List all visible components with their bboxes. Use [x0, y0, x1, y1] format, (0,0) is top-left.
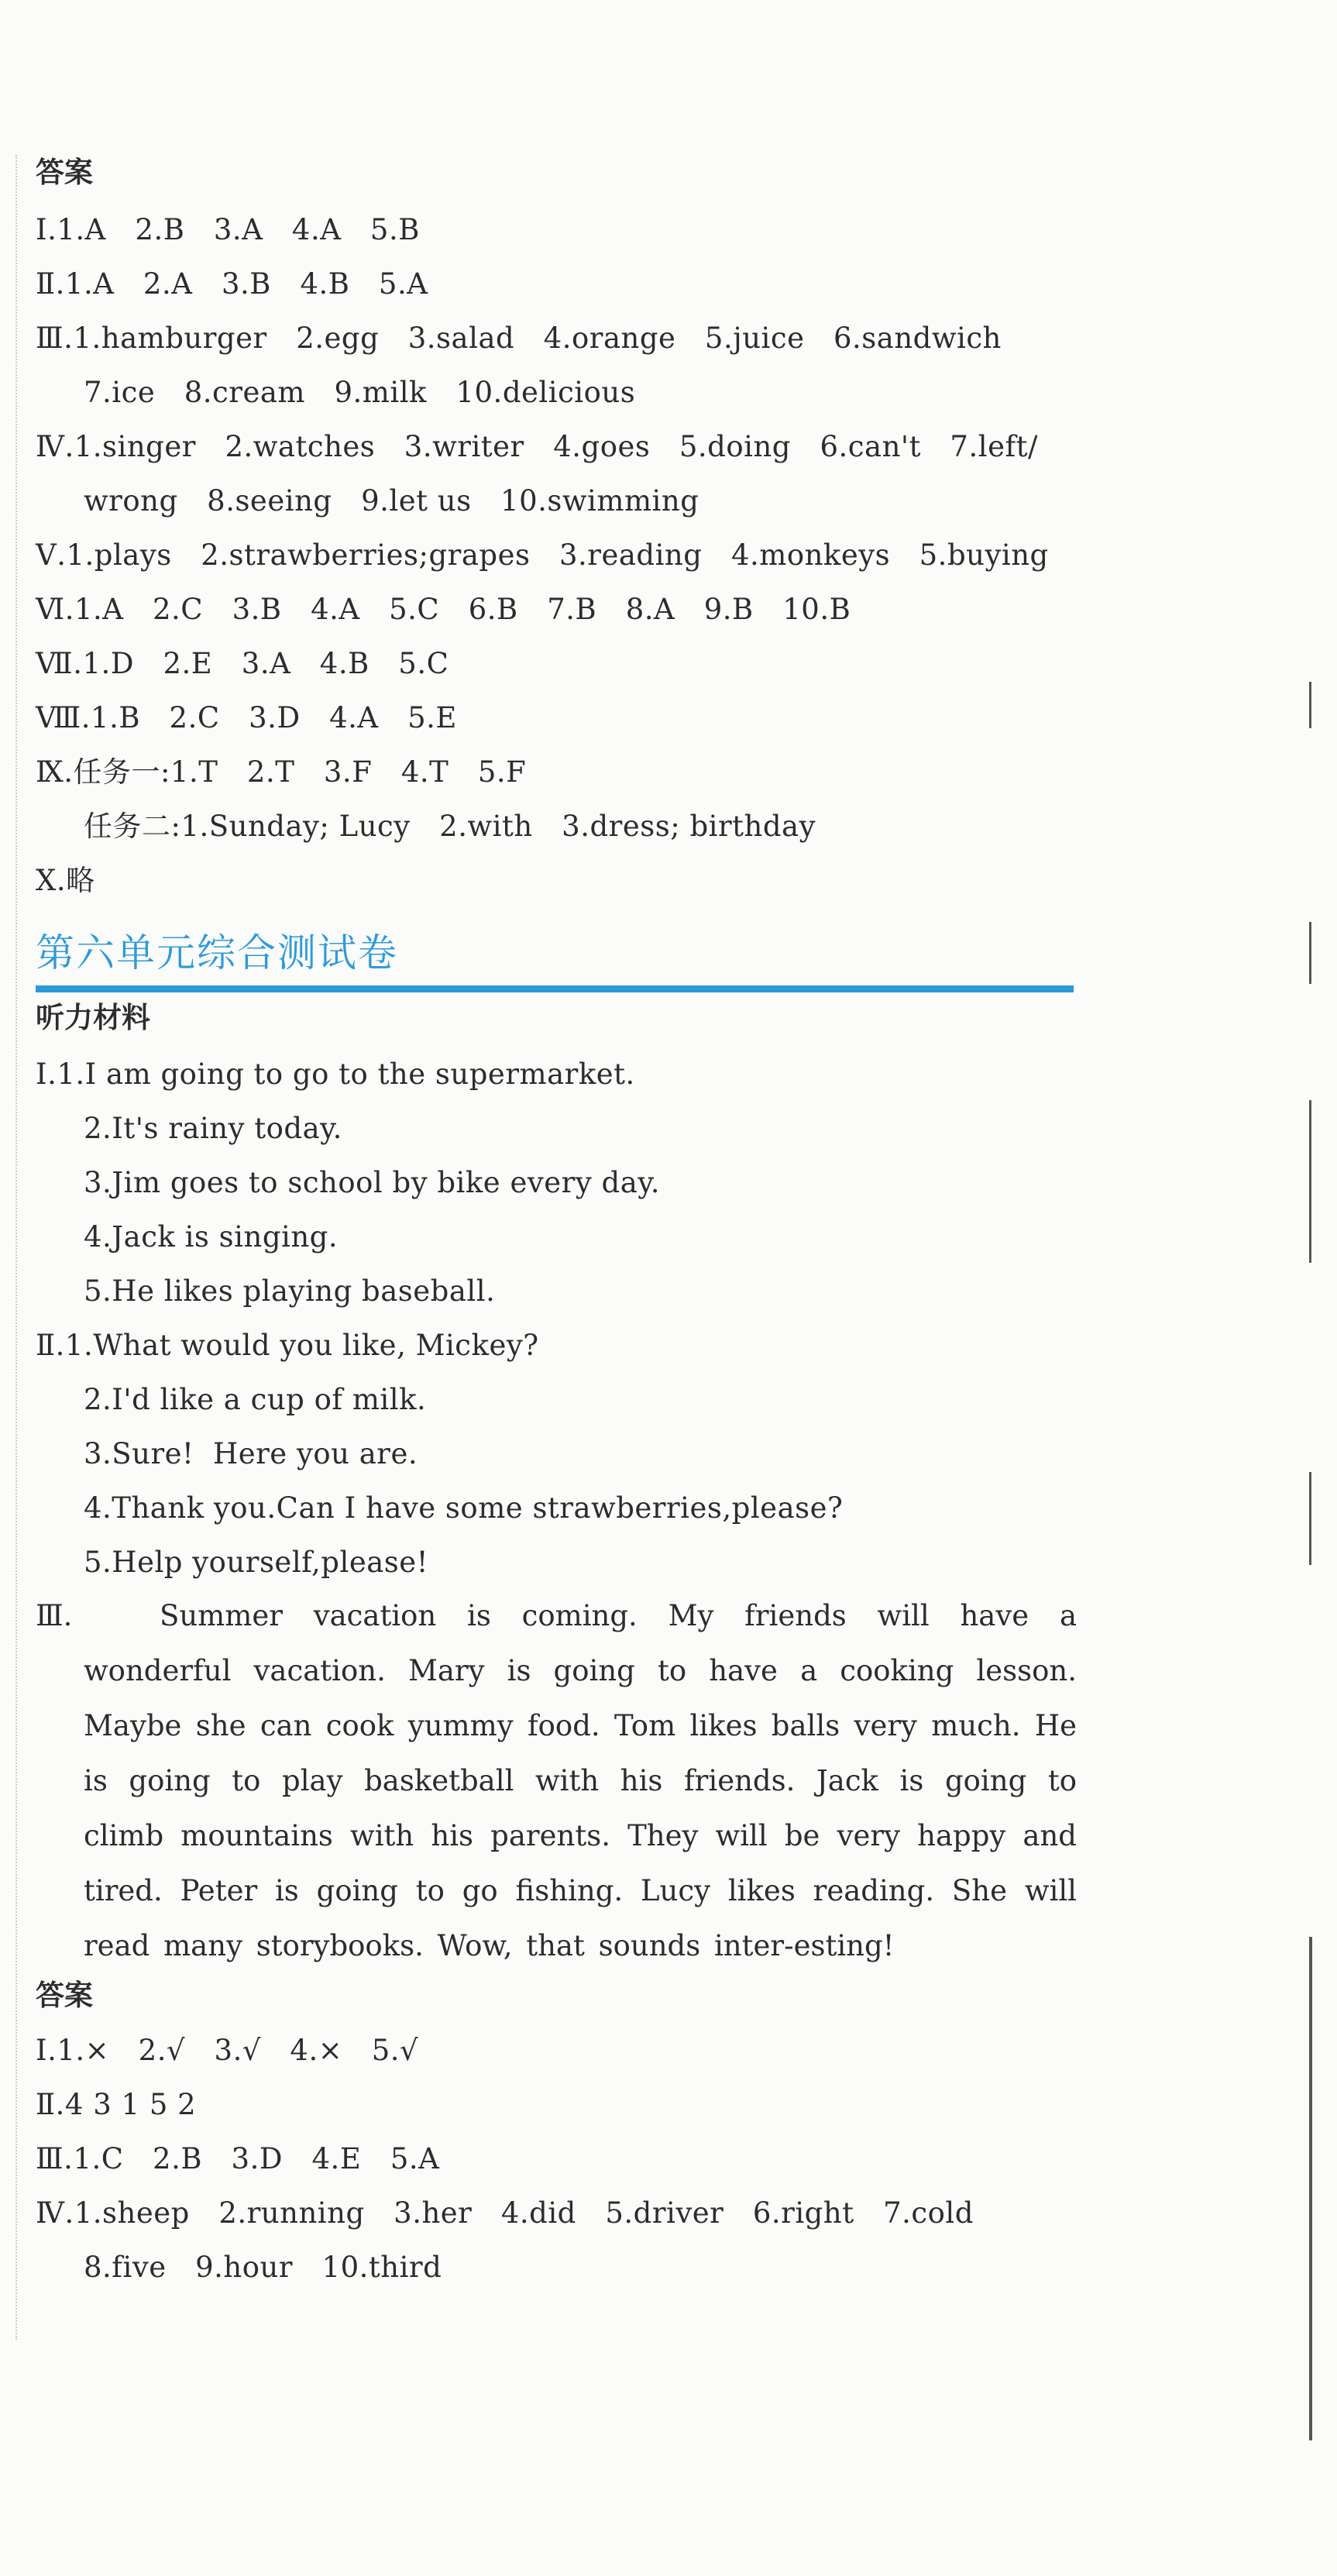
answer-line: 7.ice 8.cream 9.milk 10.delicious	[84, 376, 636, 409]
section-title-text: 第六单元综合测试卷	[36, 930, 398, 975]
answer-line: wrong 8.seeing 9.let us 10.swimming	[84, 484, 699, 518]
answer-line: Ⅵ.1.A 2.C 3.B 4.A 5.C 6.B 7.B 8.A 9.B 10.B	[36, 593, 851, 626]
answer-line: Ⅲ.1.hamburger 2.egg 3.salad 4.orange 5.juice 6.sandwich	[36, 322, 1002, 355]
answer-line: 8.five 9.hour 10.third	[84, 2251, 442, 2284]
listening-line: 5.Help yourself,please!	[84, 1546, 429, 1579]
listening-line: 4.Jack is singing.	[84, 1220, 339, 1254]
section-title	[36, 922, 1074, 992]
answer-line: Ⅱ.4 3 1 5 2	[36, 2088, 197, 2121]
scan-edge-mark	[1309, 1472, 1311, 1565]
answer-line: Ⅸ.任务一:1.T 2.T 3.F 4.T 5.F	[36, 755, 527, 789]
listening-line: 4.Thank you.Can I have some strawberries,please?	[84, 1491, 844, 1525]
listening-line: 3.Jim goes to school by bike every day.	[84, 1166, 660, 1199]
answer-line: Ⅳ.1.singer 2.watches 3.writer 4.goes 5.doing 6.can't 7.left/	[36, 430, 1038, 463]
scan-edge-mark	[1309, 1100, 1311, 1263]
listening-line: 3.Sure! Here you are.	[84, 1437, 418, 1470]
listening-line: 2.I'd like a cup of milk.	[84, 1383, 427, 1416]
listening-line: 5.He likes playing baseball.	[84, 1274, 496, 1308]
listening-line: 2.It's rainy today.	[84, 1112, 342, 1145]
scan-edge-mark	[1309, 682, 1311, 728]
scan-edge-mark	[1309, 922, 1311, 984]
answer-line: 任务二:1.Sunday; Lucy 2.with 3.dress; birthday	[84, 810, 816, 843]
left-margin-rule	[15, 155, 17, 2340]
answer-heading: 答案	[36, 1979, 93, 2012]
listening-heading: 听力材料	[36, 1001, 150, 1034]
answer-line: Ⅴ.1.plays 2.strawberries;grapes 3.reading 4.monkeys 5.buying	[36, 538, 1049, 572]
listening-paragraph: Summer vacation is coming. My friends will have a wonderful vacation. Mary is going to have a cooking lesson. Maybe she can cook yummy food. Tom likes balls very much. He is going to play basketball with his friends. Jack is going to climb mountains with his parents. They will be very happy and tired. Peter is going to go fishing. Lucy likes reading. She will read many storybooks. Wow, that sounds inter-esting!	[84, 1599, 1077, 1962]
answer-line: Ⅶ.1.D 2.E 3.A 4.B 5.C	[36, 647, 449, 680]
part3-label: Ⅲ.	[36, 1599, 73, 1632]
answer-line: Ⅹ.略	[36, 864, 95, 897]
answer-line: Ⅱ.1.A 2.A 3.B 4.B 5.A	[36, 267, 428, 301]
answer-line: Ⅰ.1.A 2.B 3.A 4.A 5.B	[36, 213, 420, 246]
answer-line: Ⅲ.1.C 2.B 3.D 4.E 5.A	[36, 2142, 440, 2175]
scan-edge-mark	[1309, 1937, 1312, 2440]
answer-heading: 答案	[36, 156, 93, 189]
answer-line: Ⅷ.1.B 2.C 3.D 4.A 5.E	[36, 701, 457, 734]
answer-line: Ⅳ.1.sheep 2.running 3.her 4.did 5.driver 6.right 7.cold	[36, 2196, 974, 2230]
listening-line: Ⅰ.1.I am going to go to the supermarket.	[36, 1058, 635, 1091]
listening-line: Ⅱ.1.What would you like, Mickey?	[36, 1329, 539, 1362]
answer-line: Ⅰ.1.× 2.√ 3.√ 4.× 5.√	[36, 2034, 419, 2067]
